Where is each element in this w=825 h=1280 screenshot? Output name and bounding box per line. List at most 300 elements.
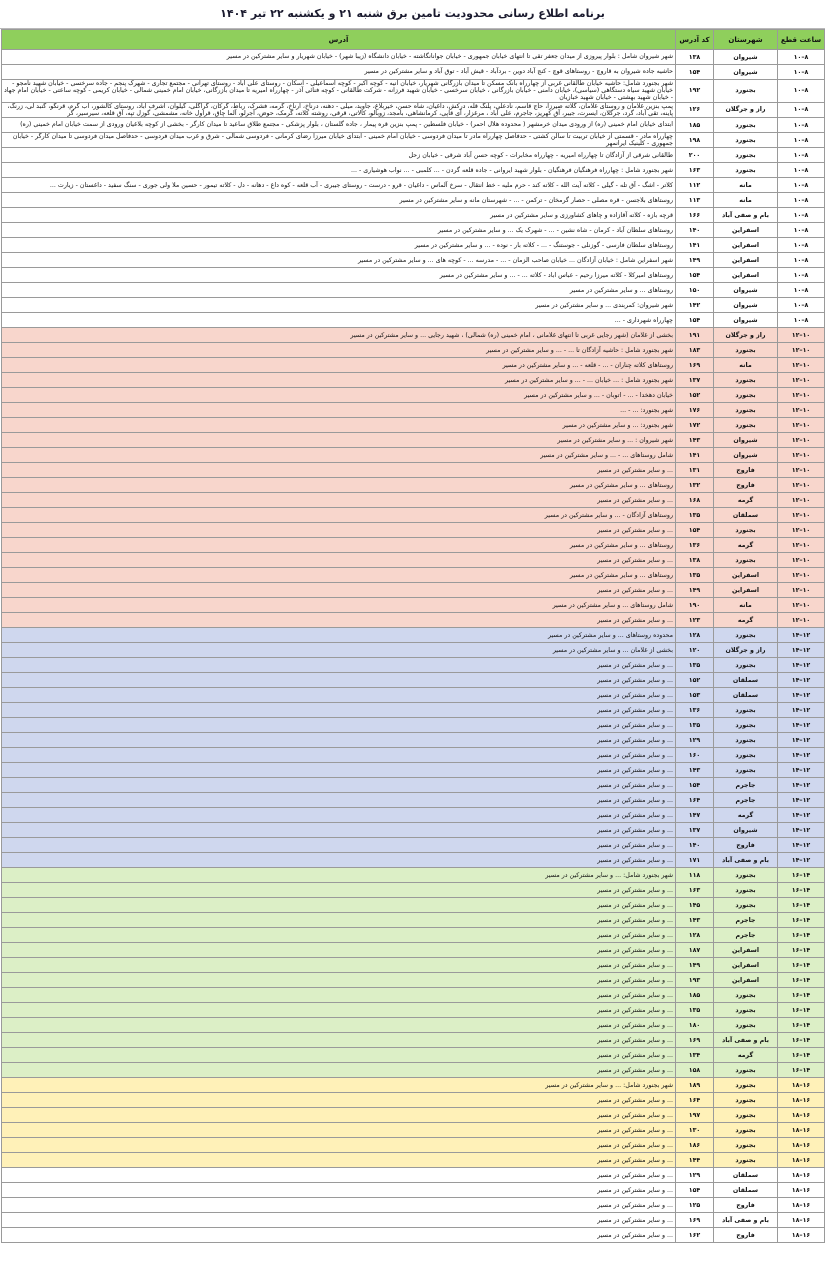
cell-code: ۱۴۳ (676, 433, 714, 448)
cell-time: ۸–۱۰ (778, 193, 825, 208)
table-row (2, 898, 825, 913)
cell-address: ... و سایر مشترکین در مسیر (2, 988, 676, 1003)
cell-city: بجنورد (714, 118, 778, 133)
cell-address: روستاهای سلطان فارسی - گوزنلی - جوستنگ - ... - کلاته بار - نوده - ... و سایر مشترکین در مسیر (2, 238, 676, 253)
cell-city: بجنورد (714, 1138, 778, 1153)
cell-time: ۱۴–۱۶ (778, 1003, 825, 1018)
cell-city: بجنورد (714, 718, 778, 733)
cell-code: ۱۵۴ (676, 65, 714, 80)
cell-address: ... و سایر مشترکین در مسیر (2, 913, 676, 928)
cell-city: مانه (714, 178, 778, 193)
cell-code: ۱۶۹ (676, 1033, 714, 1048)
cell-city: بجنورد (714, 748, 778, 763)
cell-city: گرمه (714, 808, 778, 823)
cell-code: ۱۸۵ (676, 988, 714, 1003)
cell-city: شیروان (714, 313, 778, 328)
cell-address: شهر بجنورد شامل : ... خیابان ... - ... و سایر مشترکین در مسیر (2, 373, 676, 388)
cell-address: ... و سایر مشترکین در مسیر (2, 928, 676, 943)
col-header-city: شهرستان (714, 30, 778, 50)
cell-city: اسفراین (714, 268, 778, 283)
cell-city: بام و صفی آباد (714, 208, 778, 223)
cell-code: ۱۹۷ (676, 1108, 714, 1123)
cell-city: بجنورد (714, 1153, 778, 1168)
cell-city: سملقان (714, 673, 778, 688)
table-row (2, 388, 825, 403)
cell-time: ۱۰–۱۲ (778, 538, 825, 553)
cell-address: شهر شیروان: کمربندی ... و سایر مشترکین در مسیر (2, 298, 676, 313)
cell-code: ۱۳۵ (676, 658, 714, 673)
cell-code: ۱۶۴ (676, 793, 714, 808)
outage-table (1, 29, 825, 1243)
cell-code: ۱۴۲ (676, 298, 714, 313)
cell-city: بجنورد (714, 988, 778, 1003)
cell-city: اسفراین (714, 583, 778, 598)
table-row (2, 643, 825, 658)
cell-address: ... و سایر مشترکین در مسیر (2, 808, 676, 823)
cell-code: ۱۴۱ (676, 238, 714, 253)
table-row (2, 1168, 825, 1183)
cell-city: سملقان (714, 1183, 778, 1198)
table-row (2, 433, 825, 448)
cell-address: ... و سایر مشترکین در مسیر (2, 1183, 676, 1198)
cell-code: ۱۵۴ (676, 268, 714, 283)
table-row (2, 1018, 825, 1033)
cell-code: ۱۲۰ (676, 643, 714, 658)
cell-code: ۱۳۵ (676, 568, 714, 583)
table-row (2, 748, 825, 763)
cell-time: ۸–۱۰ (778, 80, 825, 103)
cell-code: ۱۳۴ (676, 1048, 714, 1063)
cell-time: ۸–۱۰ (778, 313, 825, 328)
table-row (2, 373, 825, 388)
cell-time: ۱۲–۱۴ (778, 658, 825, 673)
table-row (2, 1078, 825, 1093)
cell-city: شیروان (714, 65, 778, 80)
cell-address: ... و سایر مشترکین در مسیر (2, 703, 676, 718)
table-row (2, 1183, 825, 1198)
cell-time: ۱۰–۱۲ (778, 553, 825, 568)
cell-address: ... و سایر مشترکین در مسیر (2, 1048, 676, 1063)
cell-address: ... و سایر مشترکین در مسیر (2, 613, 676, 628)
cell-time: ۱۰–۱۲ (778, 358, 825, 373)
cell-address: ... و سایر مشترکین در مسیر (2, 1018, 676, 1033)
cell-city: جاجرم (714, 793, 778, 808)
cell-city: جاجرم (714, 913, 778, 928)
cell-city: بجنورد (714, 1018, 778, 1033)
cell-time: ۱۲–۱۴ (778, 643, 825, 658)
cell-address: شهر بجنورد: ... و سایر مشترکین در مسیر (2, 418, 676, 433)
cell-time: ۱۲–۱۴ (778, 733, 825, 748)
cell-code: ۱۷۶ (676, 403, 714, 418)
cell-city: فاروج (714, 1228, 778, 1243)
cell-time: ۸–۱۰ (778, 102, 825, 117)
cell-code: ۱۸۵ (676, 118, 714, 133)
cell-code: ۱۵۴ (676, 778, 714, 793)
cell-city: بجنورد (714, 1078, 778, 1093)
cell-code: ۱۵۳ (676, 688, 714, 703)
cell-city: بجنورد (714, 403, 778, 418)
cell-address: روستاهای امیرکلا - کلاته میرزا رحیم - عباس اباد - کلاته ... - ... و سایر مشترکین در مسیر (2, 268, 676, 283)
cell-code: ۱۹۲ (676, 80, 714, 103)
table-row (2, 883, 825, 898)
cell-address: شهر شیروان : ... و سایر مشترکین در مسیر (2, 433, 676, 448)
table-row (2, 463, 825, 478)
cell-time: ۱۴–۱۶ (778, 958, 825, 973)
table-row (2, 358, 825, 373)
table-row (2, 1198, 825, 1213)
cell-city: بام و صفی آباد (714, 853, 778, 868)
cell-address: ... و سایر مشترکین در مسیر (2, 1213, 676, 1228)
cell-code: ۱۳۵ (676, 1003, 714, 1018)
cell-city: سملقان (714, 1168, 778, 1183)
table-row (2, 1228, 825, 1243)
cell-city: بجنورد (714, 1063, 778, 1078)
cell-city: بام و صفی آباد (714, 1213, 778, 1228)
cell-time: ۱۰–۱۲ (778, 343, 825, 358)
table-row (2, 733, 825, 748)
cell-city: بجنورد (714, 1123, 778, 1138)
cell-address: روستاهای ... و سایر مشترکین در مسیر (2, 283, 676, 298)
cell-city: بجنورد (714, 80, 778, 103)
cell-address: ... و سایر مشترکین در مسیر (2, 1003, 676, 1018)
table-row (2, 328, 825, 343)
cell-code: ۱۹۱ (676, 328, 714, 343)
cell-address: ... و سایر مشترکین در مسیر (2, 838, 676, 853)
cell-code: ۱۵۴ (676, 313, 714, 328)
cell-time: ۱۲–۱۴ (778, 673, 825, 688)
cell-city: بجنورد (714, 628, 778, 643)
cell-code: ۱۳۲ (676, 478, 714, 493)
cell-address: خیابان دهخدا - ... - اتوبان - ... و سایر مشترکین در مسیر (2, 388, 676, 403)
table-row (2, 313, 825, 328)
cell-address: ... و سایر مشترکین در مسیر (2, 1168, 676, 1183)
cell-code: ۱۶۲ (676, 1228, 714, 1243)
cell-code: ۱۸۹ (676, 1078, 714, 1093)
table-row (2, 193, 825, 208)
cell-time: ۸–۱۰ (778, 133, 825, 148)
cell-code: ۱۳۱ (676, 463, 714, 478)
cell-time: ۱۰–۱۲ (778, 463, 825, 478)
cell-address: ... و سایر مشترکین در مسیر (2, 718, 676, 733)
cell-city: بجنورد (714, 703, 778, 718)
cell-city: فاروج (714, 478, 778, 493)
cell-time: ۱۶–۱۸ (778, 1108, 825, 1123)
cell-time: ۱۶–۱۸ (778, 1198, 825, 1213)
table-row (2, 448, 825, 463)
cell-code: ۲۰۰ (676, 148, 714, 163)
cell-city: مانه (714, 598, 778, 613)
cell-code: ۱۶۶ (676, 208, 714, 223)
cell-code: ۱۶۰ (676, 748, 714, 763)
cell-address: ... و سایر مشترکین در مسیر (2, 1123, 676, 1138)
cell-city: اسفراین (714, 253, 778, 268)
cell-city: بجنورد (714, 868, 778, 883)
cell-code: ۱۴۹ (676, 253, 714, 268)
cell-code: ۱۶۳ (676, 163, 714, 178)
cell-address: روستاهای سلطان آباد - کرمان - شاه نشین - ... - شهرک یک ... و سایر مشترکین در مسیر (2, 223, 676, 238)
cell-address: ... و سایر مشترکین در مسیر (2, 1063, 676, 1078)
table-row (2, 1048, 825, 1063)
cell-code: ۱۴۳ (676, 913, 714, 928)
cell-address: ... و سایر مشترکین در مسیر (2, 958, 676, 973)
cell-code: ۱۶۴ (676, 1093, 714, 1108)
cell-city: راز و جرگلان (714, 643, 778, 658)
cell-time: ۸–۱۰ (778, 163, 825, 178)
cell-address: طالقانی شرقی از آزادگان تا چهارراه امیریه - چهارراه مخابرات - کوچه حسن آباد شرقی - خیابان زحل (2, 148, 676, 163)
cell-time: ۱۲–۱۴ (778, 808, 825, 823)
cell-code: ۱۱۲ (676, 178, 714, 193)
cell-time: ۱۰–۱۲ (778, 493, 825, 508)
cell-city: اسفراین (714, 958, 778, 973)
cell-code: ۱۵۰ (676, 283, 714, 298)
cell-address: شهر بجنورد شامل : حاشیه آزادگان تا ... - ... و سایر مشترکین در مسیر (2, 343, 676, 358)
cell-city: بجنورد (714, 898, 778, 913)
table-row (2, 988, 825, 1003)
cell-address: محدوده روستاهای ... و سایر مشترکین در مسیر (2, 628, 676, 643)
cell-address: شهر شیروان شامل : بلوار پیروزی از میدان جعفر تقی تا انتهای خیابان جمهوری - خیابان جوانانگاشته - خیابان دانشگاه (زیبا شهر) - خیابان شهریار و سایر مشترکین در مسیر (2, 50, 676, 65)
table-row (2, 118, 825, 133)
cell-code: ۱۵۴ (676, 523, 714, 538)
table-row (2, 553, 825, 568)
cell-city: اسفراین (714, 568, 778, 583)
cell-time: ۱۴–۱۶ (778, 913, 825, 928)
cell-address: شهر بجنورد شامل: ... و سایر مشترکین در مسیر (2, 868, 676, 883)
table-row (2, 913, 825, 928)
cell-city: گرمه (714, 538, 778, 553)
cell-address: روستاهای ... و سایر مشترکین در مسیر (2, 478, 676, 493)
cell-time: ۱۲–۱۴ (778, 823, 825, 838)
table-row (2, 1033, 825, 1048)
col-header-address: آدرس (2, 30, 676, 50)
cell-address: ... و سایر مشترکین در مسیر (2, 883, 676, 898)
cell-code: ۱۶۳ (676, 883, 714, 898)
table-row (2, 973, 825, 988)
table-row (2, 853, 825, 868)
cell-city: فاروج (714, 1198, 778, 1213)
page-title: برنامه اطلاع رسانی محدودیت تامین برق شنبه ۲۱ و یکشنبه ۲۲ تیر ۱۴۰۴ (0, 0, 825, 29)
cell-city: جاجرم (714, 778, 778, 793)
cell-address: شهر اسفراین شامل : خیابان آزادگان ... خیابان صاحب الزمان - ... - مدرسه ... - کوچه های ... و سایر مشترکین در مسیر (2, 253, 676, 268)
cell-code: ۱۷۲ (676, 418, 714, 433)
table-row (2, 598, 825, 613)
table-row (2, 928, 825, 943)
cell-code: ۱۲۵ (676, 1198, 714, 1213)
cell-code: ۱۴۹ (676, 958, 714, 973)
table-row (2, 403, 825, 418)
cell-address: شامل روستاهای ... - ... و سایر مشترکین در مسیر (2, 448, 676, 463)
table-row (2, 673, 825, 688)
cell-city: اسفراین (714, 238, 778, 253)
cell-time: ۱۴–۱۶ (778, 868, 825, 883)
cell-city: بجنورد (714, 163, 778, 178)
cell-time: ۱۴–۱۶ (778, 1048, 825, 1063)
cell-city: گرمه (714, 493, 778, 508)
cell-city: شیروان (714, 50, 778, 65)
cell-address: ... و سایر مشترکین در مسیر (2, 583, 676, 598)
cell-address: شهر بجنورد شامل: ... و سایر مشترکین در مسیر (2, 1078, 676, 1093)
table-row (2, 823, 825, 838)
cell-address: روستاهای ... و سایر مشترکین در مسیر (2, 538, 676, 553)
cell-time: ۱۶–۱۸ (778, 1183, 825, 1198)
table-row (2, 253, 825, 268)
cell-time: ۸–۱۰ (778, 283, 825, 298)
cell-code: ۱۳۸ (676, 553, 714, 568)
cell-code: ۱۲۳ (676, 613, 714, 628)
cell-code: ۱۸۶ (676, 1138, 714, 1153)
cell-city: بجنورد (714, 763, 778, 778)
cell-city: بجنورد (714, 373, 778, 388)
cell-time: ۱۴–۱۶ (778, 988, 825, 1003)
cell-city: شیروان (714, 298, 778, 313)
cell-time: ۱۰–۱۲ (778, 583, 825, 598)
cell-time: ۱۴–۱۶ (778, 1018, 825, 1033)
table-row (2, 50, 825, 65)
cell-address: چهارراه مادر - قسمتی از خیابان تربیت تا سالن کشتی - حدفاصل چهارراه مادر تا میدان فردوسی - خیابان امام خمینی - ابتدای خیابان میرزا رضای کرمانی - فردوسی شمالی - شرق و غرب میدان فردوسی - حدفاصل میدان فردوسی تا میدان کارگر - خیابان جمهوری - کلینیک ایرانمهر (2, 133, 676, 148)
table-row (2, 793, 825, 808)
cell-time: ۱۰–۱۲ (778, 613, 825, 628)
cell-code: ۱۸۷ (676, 943, 714, 958)
cell-time: ۱۴–۱۶ (778, 1033, 825, 1048)
cell-city: مانه (714, 193, 778, 208)
cell-address: ... و سایر مشترکین در مسیر (2, 853, 676, 868)
cell-time: ۱۲–۱۴ (778, 748, 825, 763)
cell-city: بجنورد (714, 388, 778, 403)
cell-address: روستاهای بلاجسن - قره مصلی - حصار گرمخان - ترکمن - ... - شهرستان مانه و سایر مشترکین در مسیر (2, 193, 676, 208)
cell-code: ۱۳۵ (676, 508, 714, 523)
cell-time: ۱۰–۱۲ (778, 523, 825, 538)
table-row (2, 493, 825, 508)
cell-code: ۱۹۰ (676, 598, 714, 613)
cell-code: ۱۵۸ (676, 1063, 714, 1078)
cell-time: ۱۶–۱۸ (778, 1078, 825, 1093)
cell-code: ۱۴۰ (676, 838, 714, 853)
cell-time: ۱۰–۱۲ (778, 448, 825, 463)
cell-city: راز و جرگلان (714, 328, 778, 343)
table-row (2, 163, 825, 178)
cell-city: سملقان (714, 688, 778, 703)
cell-address: ... و سایر مشترکین در مسیر (2, 793, 676, 808)
table-row (2, 283, 825, 298)
cell-time: ۱۶–۱۸ (778, 1228, 825, 1243)
cell-address: ... و سایر مشترکین در مسیر (2, 658, 676, 673)
cell-time: ۱۲–۱۴ (778, 838, 825, 853)
cell-time: ۱۲–۱۴ (778, 778, 825, 793)
cell-city: بجنورد (714, 883, 778, 898)
cell-address: قرچه بازه - کلاته آقازاده و چاهای کشاورزی و سایر مشترکین در مسیر (2, 208, 676, 223)
cell-time: ۱۴–۱۶ (778, 898, 825, 913)
cell-city: گرمه (714, 613, 778, 628)
cell-code: ۱۳۸ (676, 50, 714, 65)
cell-address: روستاهای کلاته چناران - ... - قلعه - ... و سایر مشترکین در مسیر (2, 358, 676, 373)
cell-city: گرمه (714, 1048, 778, 1063)
cell-address: ... و سایر مشترکین در مسیر (2, 493, 676, 508)
cell-city: شیروان (714, 283, 778, 298)
cell-city: شیروان (714, 433, 778, 448)
cell-city: بجنورد (714, 418, 778, 433)
table-row (2, 1123, 825, 1138)
table-row (2, 868, 825, 883)
cell-address: ... و سایر مشترکین در مسیر (2, 733, 676, 748)
cell-time: ۱۲–۱۴ (778, 718, 825, 733)
table-row (2, 943, 825, 958)
cell-city: بجنورد (714, 658, 778, 673)
cell-address: ... و سایر مشترکین در مسیر (2, 673, 676, 688)
cell-city: اسفراین (714, 223, 778, 238)
cell-code: ۱۲۶ (676, 102, 714, 117)
cell-code: ۱۸۳ (676, 343, 714, 358)
cell-time: ۱۶–۱۸ (778, 1093, 825, 1108)
cell-code: ۱۴۰ (676, 223, 714, 238)
table-row (2, 583, 825, 598)
col-header-time: ساعت قطع (778, 30, 825, 50)
table-row (2, 838, 825, 853)
table-row (2, 1153, 825, 1168)
cell-address: شامل روستاهای ... و سایر مشترکین در مسیر (2, 598, 676, 613)
cell-time: ۱۰–۱۲ (778, 478, 825, 493)
cell-city: بجنورد (714, 148, 778, 163)
cell-time: ۱۰–۱۲ (778, 403, 825, 418)
cell-time: ۱۲–۱۴ (778, 763, 825, 778)
cell-time: ۱۴–۱۶ (778, 928, 825, 943)
cell-code: ۱۱۳ (676, 193, 714, 208)
cell-time: ۱۲–۱۴ (778, 703, 825, 718)
table-row (2, 538, 825, 553)
cell-code: ۱۶۹ (676, 1213, 714, 1228)
cell-address: بخشی از غلامان ... و سایر مشترکین در مسیر (2, 643, 676, 658)
cell-city: بجنورد (714, 523, 778, 538)
cell-code: ۱۴۵ (676, 898, 714, 913)
table-row (2, 1063, 825, 1078)
cell-city: سملقان (714, 508, 778, 523)
table-row (2, 223, 825, 238)
cell-code: ۱۴۴ (676, 1153, 714, 1168)
cell-time: ۸–۱۰ (778, 65, 825, 80)
cell-code: ۱۴۹ (676, 583, 714, 598)
cell-code: ۱۳۷ (676, 373, 714, 388)
cell-code: ۱۴۷ (676, 808, 714, 823)
cell-code: ۱۹۸ (676, 133, 714, 148)
table-row (2, 478, 825, 493)
table-row (2, 523, 825, 538)
cell-city: راز و جرگلان (714, 102, 778, 117)
cell-time: ۸–۱۰ (778, 268, 825, 283)
cell-code: ۱۹۳ (676, 973, 714, 988)
table-row (2, 1003, 825, 1018)
table-row (2, 1108, 825, 1123)
cell-address: شهر بجنورد شامل : چهارراه فرهنگیان فرهنگیان - بلوار شهید ایروانی - جاده قلعه گردن - ... کلمبی - ... نواب هوشیاری - ... (2, 163, 676, 178)
cell-code: ۱۳۶ (676, 538, 714, 553)
cell-address: ... و سایر مشترکین در مسیر (2, 463, 676, 478)
table-header-row (2, 30, 825, 50)
col-header-code: کد آدرس (676, 30, 714, 50)
cell-time: ۱۴–۱۶ (778, 973, 825, 988)
cell-address: حاشیه جاده شیروان به قاروچ - روستاهای قوچ - کنج آباد دوین - بردآباد - قیش آباد - توق آباد و سایر مشترکین در مسیر (2, 65, 676, 80)
cell-address: ... و سایر مشترکین در مسیر (2, 553, 676, 568)
table-row (2, 763, 825, 778)
cell-time: ۸–۱۰ (778, 208, 825, 223)
table-row (2, 1093, 825, 1108)
cell-city: بام و صفی آباد (714, 1033, 778, 1048)
cell-city: بجنورد (714, 553, 778, 568)
cell-code: ۱۵۴ (676, 1183, 714, 1198)
cell-time: ۱۴–۱۶ (778, 1063, 825, 1078)
cell-city: بجنورد (714, 343, 778, 358)
cell-address: ... و سایر مشترکین در مسیر (2, 1138, 676, 1153)
cell-address: ... و سایر مشترکین در مسیر (2, 973, 676, 988)
cell-code: ۱۱۸ (676, 868, 714, 883)
cell-code: ۱۳۶ (676, 703, 714, 718)
cell-time: ۱۶–۱۸ (778, 1168, 825, 1183)
